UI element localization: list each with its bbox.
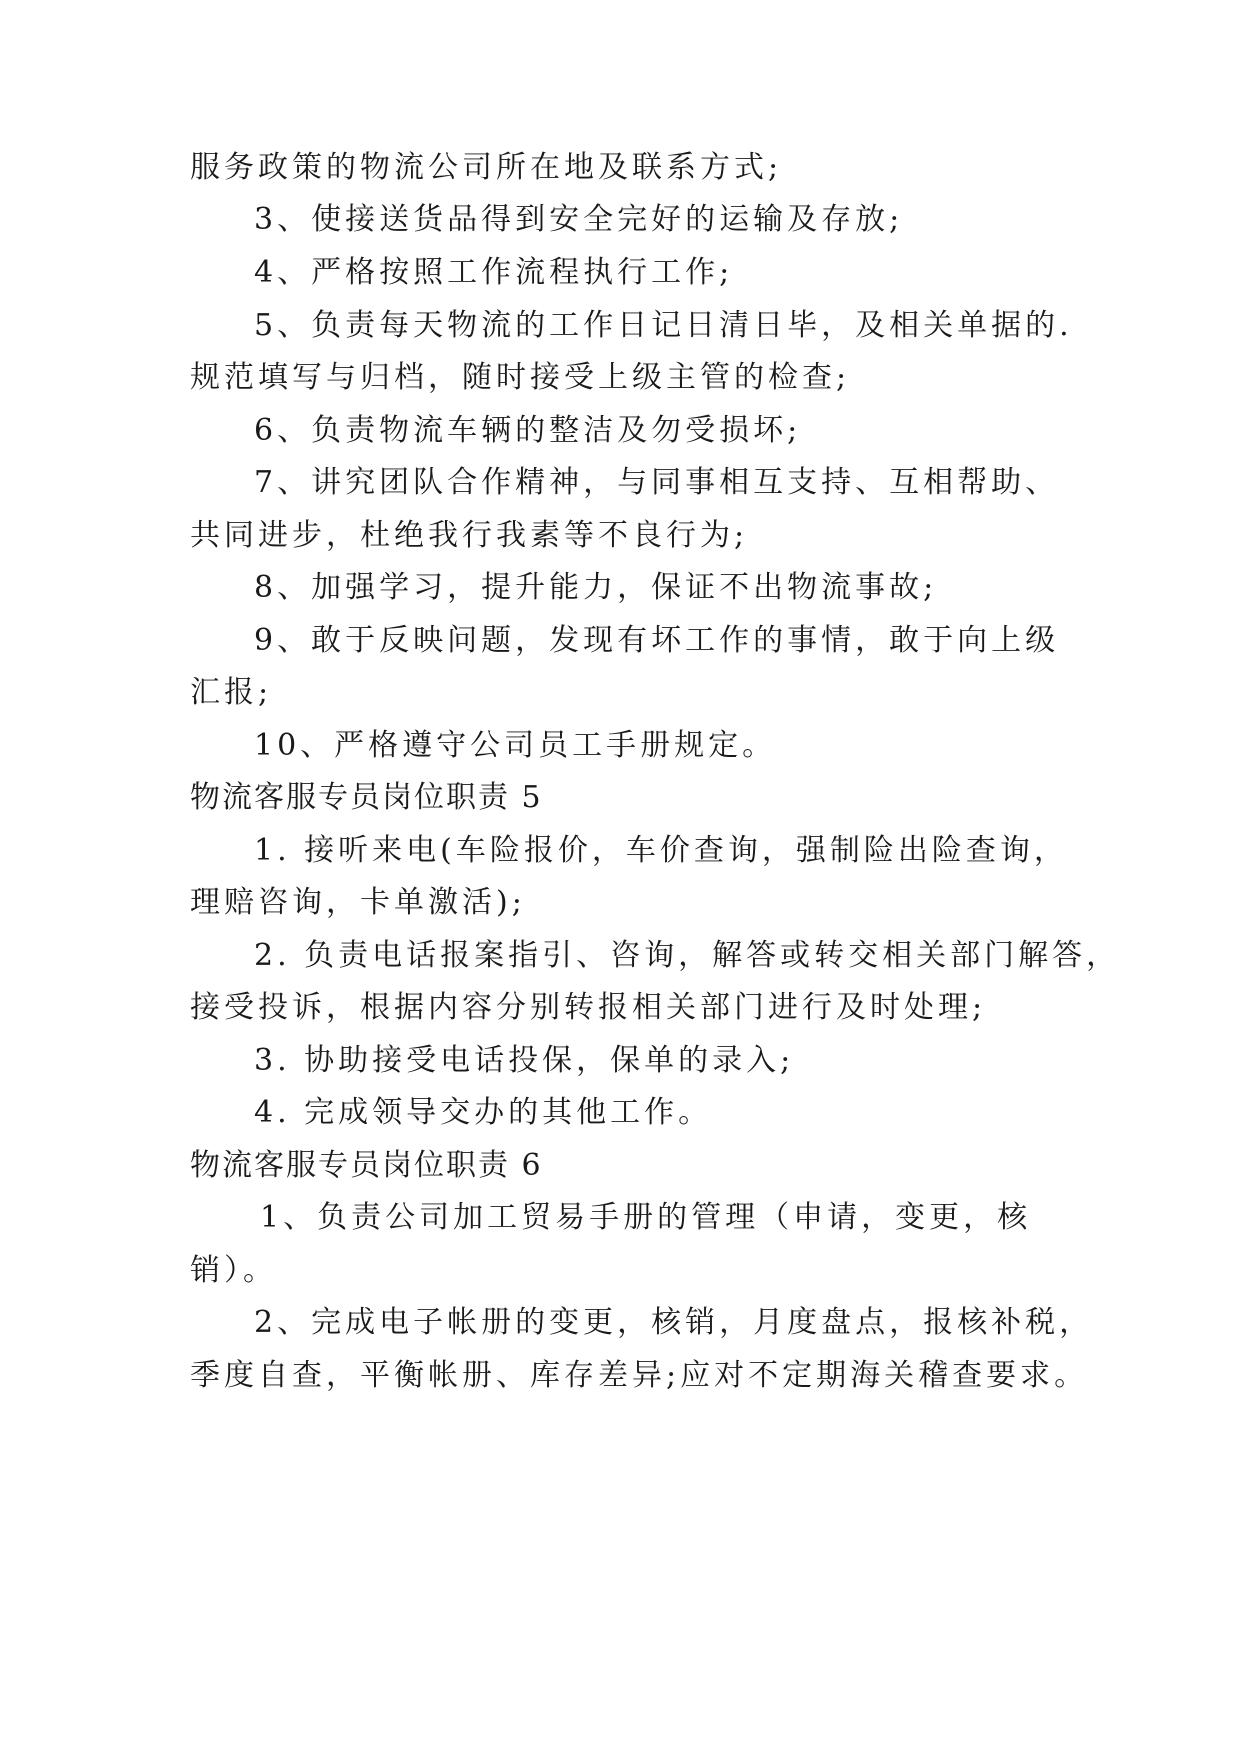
list-item: 8、加强学习，提升能力，保证不出物流事故; <box>254 570 938 605</box>
list-item: 2. 负责电话报案指引、咨询，解答或转交相关部门解答， <box>254 938 1121 973</box>
list-item: 5、负责每天物流的工作日记日清日毕，及相关单据的. <box>254 308 1073 343</box>
list-item: 6、负责物流车辆的整洁及勿受损坏; <box>254 413 802 448</box>
list-item: 1. 接听来电(车险报价，车价查询，强制险出险查询， <box>254 833 1068 868</box>
list-item: 4、严格按照工作流程执行工作; <box>254 255 734 290</box>
list-item: 4. 完成领导交办的其他工作。 <box>254 1095 713 1130</box>
text-line: 季度自查，平衡帐册、库存差异;应对不定期海关稽查要求。 <box>190 1358 1089 1393</box>
text-line: 销）。 <box>190 1253 277 1288</box>
list-item: 7、讲究团队合作精神，与同事相互支持、互相帮助、 <box>254 465 1060 500</box>
text-line: 理赔咨询，卡单激活); <box>190 885 526 920</box>
text-line: 共同进步，杜绝我行我素等不良行为; <box>190 518 749 553</box>
list-item: 1、负责公司加工贸易手册的管理（申请，变更，核 <box>260 1200 1032 1235</box>
list-item: 10、严格遵守公司员工手册规定。 <box>254 728 777 763</box>
list-item: 3. 协助接受电话投保，保单的录入; <box>254 1043 795 1078</box>
text-line: 接受投诉，根据内容分别转报相关部门进行及时处理; <box>190 990 987 1025</box>
text-line: 汇报; <box>190 675 273 710</box>
list-item: 2、完成电子帐册的变更，核销，月度盘点，报核补税， <box>254 1305 1094 1340</box>
list-item: 9、敢于反映问题，发现有坏工作的事情，敢于向上级 <box>254 623 1060 658</box>
text-line: 规范填写与归档，随时接受上级主管的检查; <box>190 360 851 395</box>
text-line: 服务政策的物流公司所在地及联系方式; <box>190 150 783 185</box>
section-heading: 物流客服专员岗位职责 6 <box>190 1148 543 1183</box>
list-item: 3、使接送货品得到安全完好的运输及存放; <box>254 202 904 237</box>
section-heading: 物流客服专员岗位职责 5 <box>190 780 543 815</box>
